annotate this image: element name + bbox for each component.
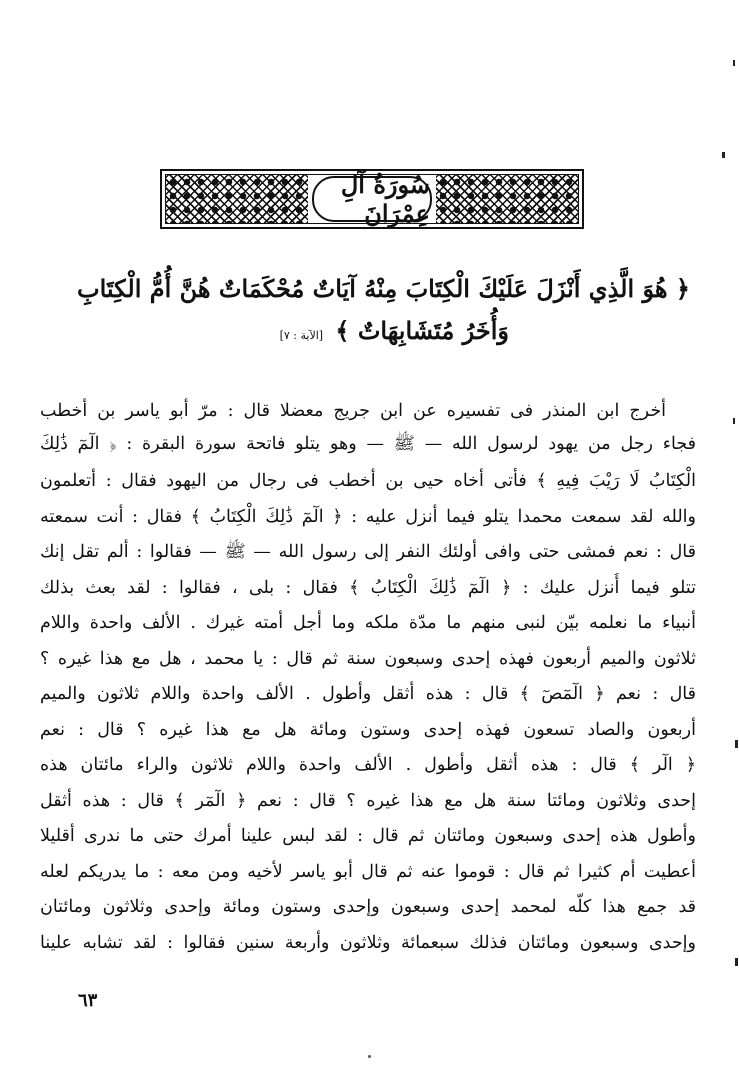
- verse-line-2-text: وَأُخَرُ مُتَشَابِهَاتٌ ﴾: [335, 316, 509, 345]
- body-line: وإحدى وسبعون ومائتان فذلك سبعمائة وثلاثون وأربعة سنين فقالوا : لقد تشابه علينا: [40, 933, 696, 953]
- body-line: قال : نعم ﴿ الٓمٓصٓ ﴾ قال : هذه أثقل وأطول . الألف واحدة واللام ثلاثون والميم: [40, 684, 696, 704]
- verse-line-2: [280, 316, 509, 345]
- body-line: وأطول هذه إحدى وسبعون ومائتان ثم قال : لقد لبس علينا أمرك حتى ما ندرى أقليلا: [40, 826, 696, 846]
- body-line: الْكِتَابُ لَا رَيْبَ فِيهِ ﴾ فأتى أخاه حيى بن أخطب فى رجال من اليهود فقال : أتعلمون: [40, 471, 696, 491]
- body-line: تتلو فيما أُنزل عليك : ﴿ الٓمٓ ذَٰلِكَ الْكِتَابُ ﴾ فقال : بلى ، فقالوا : لقد بعث بذلك: [40, 578, 696, 598]
- body-line: أربعون والصاد تسعون فهذه إحدى وستون ومائة هل مع هذا غيره ؟ قال : نعم: [40, 720, 696, 740]
- body-line: ثلاثون والميم أربعون فهذه إحدى وسبعون سنة ثم قال : يا محمد ، هل مع هذا غيره ؟: [40, 649, 696, 669]
- ornament-right: [436, 175, 578, 223]
- surah-title: سُورَةُ آلِ عِمْرَانَ: [312, 176, 432, 222]
- scan-mark: [735, 958, 738, 966]
- body-line: ﴿ الٓر ﴾ قال : هذه أثقل وأطول . الألف واحدة واللام ثلاثون والراء مائتان هذه: [40, 755, 696, 775]
- scan-mark: [733, 418, 735, 424]
- scan-mark: [722, 152, 725, 158]
- body-line: إحدى وثلاثون ومائتا سنة هل مع هذا غيره ؟ قال : نعم ﴿ الٓمٓر ﴾ قال : هذه أثقل: [40, 791, 696, 811]
- scan-mark: [735, 740, 738, 748]
- verse-reference: [الآية : ٧]: [279, 329, 324, 342]
- page-number: ٦٣: [78, 990, 98, 1011]
- body-line: أنبياء ما نعلمه بيّن لنبى منهم ما مدّة ملكه وما أجل أمته غيرك . الألف واحدة واللام: [40, 613, 696, 633]
- body-line: أخرج ابن المنذر فى تفسيره عن ابن جريج معضلا قال : مرّ أبو ياسر بن أخطب: [40, 401, 666, 421]
- body-line: قد جمع هذا كلّه لمحمد إحدى وسبعون وإحدى وستون ومائة وإحدى وثلاثون ومائتان: [40, 897, 696, 917]
- ornament-left: [166, 175, 308, 223]
- body-line: فجاء رجل من يهود لرسول الله — ﷺ — وهو يتلو فاتحة سورة البقرة : ﴿ الٓمٓ ذَٰلِكَ: [40, 434, 696, 454]
- body-line: أعطيت أم كثيرا ثم قال : قوموا عنه ثم قال أبو ياسر لأخيه ومن معه : ما يدريكم لعله: [40, 862, 696, 882]
- scan-dot: [368, 1055, 371, 1058]
- scan-mark: [733, 60, 735, 66]
- surah-header-banner: [160, 169, 584, 229]
- verse-line-1: ﴿ هُوَ الَّذِي أَنْزَلَ عَلَيْكَ الْكِتَابَ مِنْهُ آيَاتٌ مُحْكَمَاتٌ هُنَّ أُمُّ الْكِتَابِ: [77, 274, 690, 303]
- body-line: قال : نعم فمشى حتى وافى أولئك النفر إلى رسول الله — ﷺ — فقالوا : ألم تقل إنك: [40, 542, 696, 562]
- body-line: والله لقد سمعت محمدا يتلو فيما أنزل عليه : ﴿ الٓمٓ ذَٰلِكَ الْكِتَابُ ﴾ فقال : أنت سمعته: [40, 507, 696, 527]
